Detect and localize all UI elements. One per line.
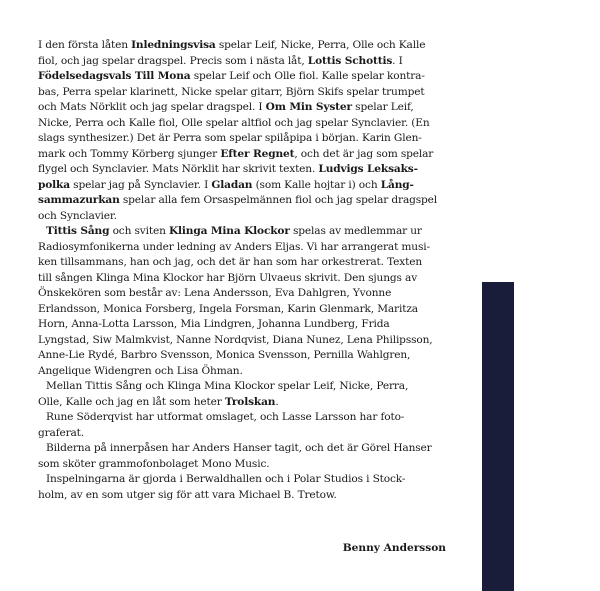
text-segment: spelar Leif och Olle fiol. Kalle spelar kontra- [190, 70, 425, 82]
bold-title: Tittis Sång [46, 225, 110, 237]
text-segment: spelas av medlemmar ur [289, 225, 422, 237]
text-segment: och sviten [109, 225, 169, 237]
text-line [38, 255, 446, 271]
bold-title: Om Min Syster [265, 101, 352, 113]
text-segment: Horn, Anna-Lotta Larsson, Mia Lindgren, Johanna Lundberg, Frida [38, 318, 390, 330]
text-segment: spelar Leif, [351, 101, 414, 113]
text-segment: Önskekören som består av: Lena Andersson, Eva Dahlgren, Yvonne [38, 287, 392, 299]
text-line [38, 100, 446, 116]
text-line [38, 131, 446, 147]
text-segment: Nicke, Perra och Kalle fiol, Olle spelar altfiol och jag spelar Synclavier. (En [38, 116, 430, 129]
text-segment: holm, av en som utger sig för att vara Michael B. Tretow. [38, 488, 337, 501]
text-segment: mark och Tommy Körberg sjunger [38, 147, 221, 160]
text-segment: Rune Söderqvist har utformat omslaget, och Lasse Larsson har foto- [46, 411, 405, 423]
text-line [38, 379, 446, 395]
text-segment: Olle, Kalle och jag en låt som heter [38, 395, 225, 408]
text-line [38, 54, 446, 70]
text-segment: Radiosymfonikerna under ledning av Anders Eljas. Vi har arrangerat musi- [38, 240, 430, 253]
signature: Benny Andersson [342, 542, 446, 554]
text-segment: Angelique Widengren och Lisa Öhman. [38, 364, 243, 377]
text-segment: fiol, och jag spelar dragspel. Precis som i nästa låt, [38, 54, 308, 67]
text-line [38, 209, 446, 225]
text-line [38, 147, 446, 163]
text-segment: slags synthesizer.) Det är Perra som spelar spilåpipa i början. Karin Glen- [38, 132, 422, 144]
text-segment: ken tillsammans, han och jag, och det är han som har orkestrerat. Texten [38, 256, 423, 268]
bold-title: Inledningsvisa [131, 39, 216, 51]
text-line [38, 410, 446, 426]
bold-title: sammazurkan [38, 194, 120, 206]
text-segment: . I [392, 54, 403, 67]
bold-title: Klinga Mina Klockor [168, 225, 290, 237]
text-segment: Erlandsson, Monica Forsberg, Ingela Forsman, Karin Glenmark, Maritza [38, 302, 418, 315]
text-segment: bas, Perra spelar klarinett, Nicke spelar gitarr, Björn Skifs spelar trumpet [38, 85, 425, 98]
text-line [38, 395, 446, 411]
text-line [38, 441, 446, 457]
text-segment: , och det är jag som spelar [294, 147, 434, 160]
text-segment: flygel och Synclavier. Mats Nörklit har skrivit texten. [38, 163, 319, 175]
text-segment: spelar Leif, Nicke, Perra, Olle och Kalle [215, 39, 426, 51]
bold-title: Efter Regnet [220, 147, 295, 160]
text-segment: I den första låten [38, 39, 132, 51]
text-line [38, 193, 446, 209]
text-segment: och Mats Nörklit och jag spelar dragspel. I [38, 101, 266, 113]
text-line [38, 457, 446, 473]
text-segment: Lyngstad, Siw Malmkvist, Nanne Nordqvist, Diana Nunez, Lena Philipsson, [38, 333, 433, 346]
bold-title: polka [38, 178, 70, 191]
text-line [38, 162, 446, 178]
text-segment: Inspelningarna är gjorda i Berwaldhallen och i Polar Studios i Stock- [46, 473, 406, 485]
text-line [38, 271, 446, 287]
text-line [38, 116, 446, 132]
liner-notes-text [38, 38, 446, 503]
text-segment: till sången Klinga Mina Klockor har Björn Ulvaeus skrivit. Den sjungs av [38, 271, 418, 284]
text-segment: spelar alla fem Orsaspelmännen fiol och jag spelar dragspel [119, 194, 438, 206]
text-segment: graferat. [38, 426, 85, 439]
text-segment: . [275, 395, 279, 408]
text-segment: spelar jag på Synclavier. I [69, 178, 212, 191]
text-line [38, 302, 446, 318]
text-segment: Anne-Lie Rydé, Barbro Svensson, Monica Svensson, Pernilla Wahlgren, [38, 349, 411, 361]
text-line [38, 333, 446, 349]
text-line [38, 69, 446, 85]
bold-title: Lottis Schottis [307, 54, 393, 67]
bold-title: Lång- [380, 178, 414, 191]
text-line [38, 364, 446, 380]
decorative-side-bar [482, 282, 514, 591]
bold-title: Födelsedagsvals Till Mona [38, 70, 191, 82]
text-line [38, 85, 446, 101]
text-line [38, 488, 446, 504]
text-line [38, 38, 446, 54]
text-line [38, 240, 446, 256]
text-line [38, 286, 446, 302]
bold-title: Trolskan [224, 395, 276, 408]
text-segment: Bilderna på innerpåsen har Anders Hanser tagit, och det är Görel Hanser [46, 442, 432, 454]
bold-title: Gladan [211, 178, 253, 191]
text-line [38, 426, 446, 442]
text-segment: som sköter grammofonbolaget Mono Music. [38, 457, 270, 470]
bold-title: Ludvigs Leksaks- [318, 163, 418, 175]
text-line [38, 348, 446, 364]
text-segment: (som Kalle hojtar i) och [252, 178, 381, 191]
text-line [38, 317, 446, 333]
text-line [38, 178, 446, 194]
text-segment: och Synclavier. [38, 209, 117, 222]
text-line [38, 224, 446, 240]
text-line [38, 472, 446, 488]
text-segment: Mellan Tittis Sång och Klinga Mina Klockor spelar Leif, Nicke, Perra, [46, 380, 409, 392]
